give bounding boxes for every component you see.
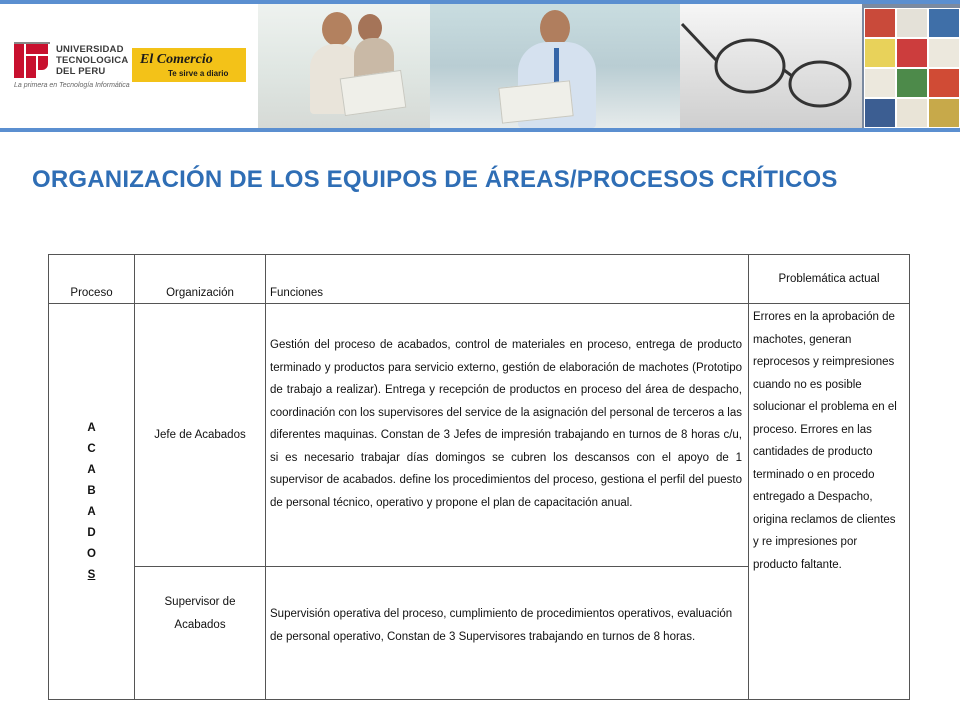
glasses-icon [680,4,862,128]
el-comercio-logo [132,48,246,82]
table-header-row [49,255,910,304]
process-organization-table [48,254,910,700]
businessman-photo [430,4,680,128]
column-header-problematica: Problemática actual [749,255,910,304]
organizacion-cell: Supervisor de Acabados [135,567,266,700]
problematica-cell: Errores en la aprobación de machotes, generan reprocesos y reimpresiones cuando no es posible solucionar el problema en el proceso. Errores en las cantidades de producto terminado o en procedo entregado a Despacho, origina reclamos de clientes y re impresiones por producto faltante. [749,304,910,700]
utp-logo-mark-icon [14,42,50,80]
family-reading-photo [258,4,430,128]
el-comercio-logo-tagline: Te sirve a diario [168,69,229,78]
funciones-cell: Gestión del proceso de acabados, control de materiales en proceso, entrega de producto terminado y productos para servicio externo, gestión de elaboración de machotes (Prototipo de trabajo a realizar). Entrega y recepción de productos en proceso del área de despacho, coordinación con los supervisores del service de la asignación del personal de terceros a las diferentes maquinas. Constan de 3 Jefes de impresión trabajando en turnos de 8 horas c/u, si es necesario trabajar días domingos se cubren los descansos con el apoyo de 1 supervisor de acabados. define los procedimientos del proceso, gestiona el perfil del puesto de personal técnico, operativo y propone el plan de capacitación anual. [266,304,749,567]
table-row [49,304,910,567]
proceso-cell [49,304,135,700]
proceso-letter: A [87,505,96,518]
utp-logo-name [56,44,128,77]
proceso-letter: A [87,421,96,434]
proceso-letter: O [87,547,96,560]
proceso-letter: S [87,568,96,581]
utp-logo-line-1: UNIVERSIDAD [56,44,124,55]
column-header-organizacion: Organización [135,255,266,304]
utp-logo [14,42,144,92]
banner-bottom-stripe [0,128,960,132]
proceso-letter: B [87,484,96,497]
column-header-funciones: Funciones [266,255,749,304]
funciones-cell: Supervisión operativa del proceso, cumplimiento de procedimientos operativos, evaluación de personal operativo, Constan de 3 Supervisores trabajando en turnos de 8 horas. [266,567,749,700]
header-banner [0,0,960,132]
proceso-letter: C [87,442,96,455]
newsstand-photo [862,4,960,128]
organizacion-cell: Jefe de Acabados [135,304,266,567]
glasses-on-newspaper-photo [680,4,862,128]
proceso-vertical-label [49,418,134,586]
utp-logo-line-2: TECNOLOGICA [56,55,129,66]
proceso-letter: D [87,526,96,539]
utp-logo-line-3: DEL PERU [56,66,106,77]
column-header-proceso: Proceso [49,255,135,304]
proceso-letter: A [87,463,96,476]
page-title: ORGANIZACIÓN DE LOS EQUIPOS DE ÁREAS/PROCESOS CRÍTICOS [32,166,838,193]
el-comercio-logo-name: El Comercio [140,52,213,67]
utp-logo-tagline: La primera en Tecnología Informática [14,82,130,89]
